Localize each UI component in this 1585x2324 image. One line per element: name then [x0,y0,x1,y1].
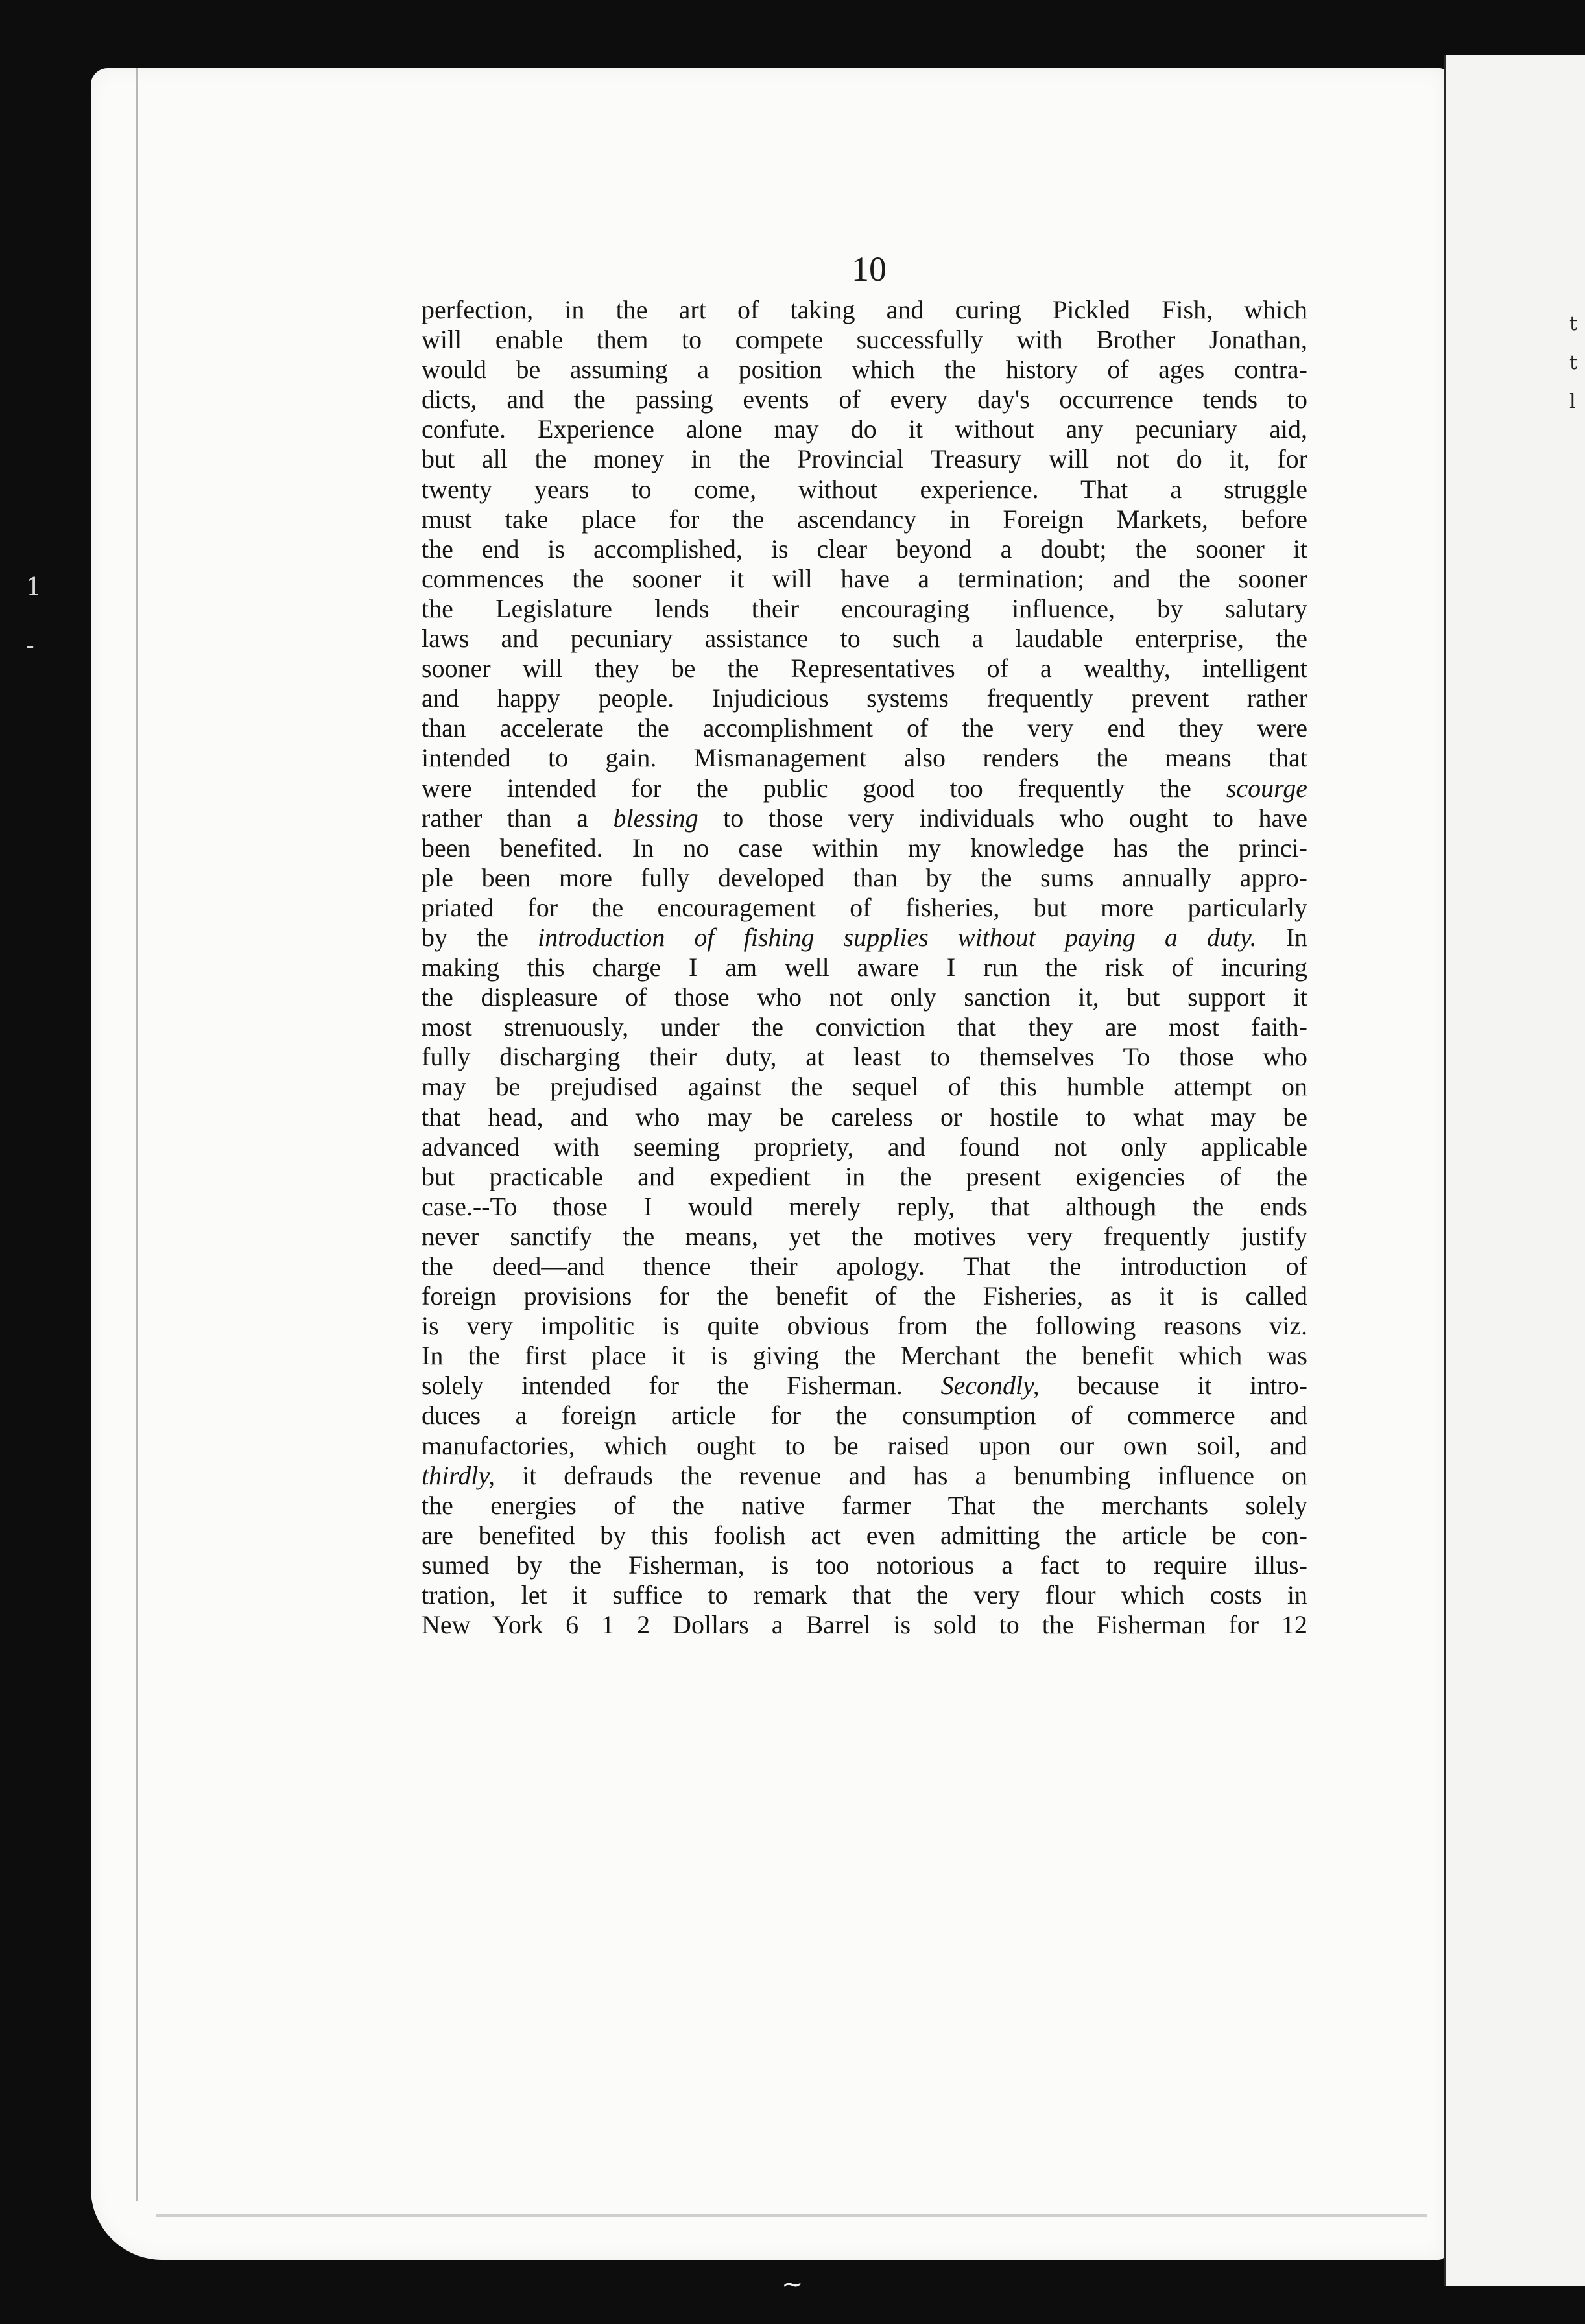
text-line [422,1401,1307,1430]
text-run: been benefited. In no case within my knowledge has the princi- [422,833,1307,862]
left-margin-marks [26,558,65,726]
italic-text: Secondly, [940,1371,1040,1401]
text-line [422,654,1307,683]
text-line [422,1610,1307,1640]
text-run: confute. Experience alone may do it without any pecuniary aid, [422,414,1307,444]
text-run: the end is accomplished, is clear beyond a doubt; the sooner it [422,534,1307,563]
text-run: laws and pecuniary assistance to such a laudable enterprise, the [422,624,1307,654]
text-run: case.--To those I would merely reply, that although the ends [422,1191,1307,1221]
text-run: sooner will they be the Representatives of a wealthy, intelligent [422,654,1307,683]
text-run: never sanctify the means, yet the motives very frequently justify [422,1221,1307,1251]
text-line [422,325,1307,355]
text-run: ple been more fully developed than by the sums annually appro- [422,862,1307,892]
left-margin-mark: 1 [26,573,42,601]
text-line [422,713,1307,743]
text-run: intended to gain. Mismanagement also renders the means that [422,743,1307,773]
italic-text: blessing [613,803,698,833]
text-line [422,1580,1307,1610]
text-run: that head, and who may be careless or hostile to what may be [422,1102,1307,1132]
text-line [422,534,1307,564]
text-run: is very impolitic is quite obvious from the following reasons viz. [422,1311,1307,1341]
text-line [422,982,1307,1012]
text-run: sumed by the Fisherman, is too notorious a fact to require illus- [422,1550,1307,1580]
text-run: solely intended for the Fisherman. [422,1371,941,1401]
text-run: rather than a [422,803,614,833]
text-line [422,594,1307,624]
text-run: the displeasure of those who not only sanction it, but support it [422,982,1307,1012]
italic-text: scourge [1226,773,1307,803]
text-line [422,1162,1307,1192]
text-line [422,1311,1307,1341]
text-run: the energies of the native farmer That the merchants solely [422,1490,1307,1520]
text-line [422,803,1307,833]
bottom-margin-mark: ~ [781,2270,804,2299]
text-line [422,1251,1307,1281]
text-run: but practicable and expedient in the present exigencies of the [422,1161,1307,1191]
text-line [422,414,1307,444]
text-line [422,893,1307,923]
text-run: most strenuously, under the conviction that they are most faith- [422,1012,1307,1042]
text-line [422,504,1307,534]
text-line [422,564,1307,594]
text-line [422,1550,1307,1580]
text-run: twenty years to come, without experience. That a struggle [422,474,1307,504]
text-run: were intended for the public good too frequently the [422,773,1226,803]
text-line [422,1521,1307,1550]
left-margin-mark: - [26,631,34,659]
page-fold-edge [91,68,138,2201]
text-run: and happy people. Injudicious systems frequently prevent rather [422,683,1307,713]
text-line [422,444,1307,474]
text-line [422,1461,1307,1491]
text-run: are benefited by this foolish act even admitting the article be con- [422,1520,1307,1550]
facing-page-letter: t [1569,351,1578,374]
text-line [422,833,1307,863]
text-line [422,743,1307,773]
text-run: but all the money in the Provincial Treasury will not do it, for [422,444,1307,474]
text-run: fully discharging their duty, at least to themselves To those who [422,1042,1307,1072]
text-run: to those very individuals who ought to have [698,803,1307,833]
text-run: In [1256,922,1307,952]
text-run: the deed—and thence their apology. That the introduction of [422,1251,1307,1281]
italic-text: introduction of fishing supplies without paying a duty. [538,922,1257,952]
text-line [422,475,1307,504]
facing-page-letter: t [1569,313,1578,335]
text-run: the Legislature lends their encouraging influence, by salutary [422,593,1307,623]
facing-page-strip [1446,55,1585,2286]
text-run: must take place for the ascendancy in Foreign Markets, before [422,504,1307,534]
text-run: than accelerate the accomplishment of the very end they were [422,713,1307,743]
text-line [422,1192,1307,1222]
text-line [422,385,1307,414]
text-run: In the first place it is giving the Merchant the benefit which was [422,1341,1307,1371]
text-line [422,1102,1307,1132]
text-run: will enable them to compete successfully with Brother Jonathan, [422,325,1307,355]
text-line [422,1431,1307,1461]
text-run: making this charge I am well aware I run the risk of incuring [422,953,1307,982]
text-line [422,683,1307,713]
text-line [422,1222,1307,1251]
text-run: manufactories, which ought to be raised upon our own soil, and [422,1430,1307,1460]
text-run: priated for the encouragement of fisheries, but more particularly [422,892,1307,922]
text-line [422,774,1307,803]
facing-page-letters [1569,305,1582,421]
text-line [422,1132,1307,1162]
facing-page-letter: l [1569,390,1576,413]
text-line [422,295,1307,325]
text-run: dicts, and the passing events of every day's occurrence tends to [422,385,1307,414]
text-run: commences the sooner it will have a termination; and the sooner [422,563,1307,593]
text-line [422,923,1307,953]
text-run: would be assuming a position which the history of ages contra- [422,355,1307,385]
text-run: foreign provisions for the benefit of the Fisheries, as it is called [422,1281,1307,1311]
page-number: 10 [852,250,887,289]
italic-text: thirdly, [422,1460,495,1490]
text-line [422,1281,1307,1311]
text-run: may be prejudised against the sequel of this humble attempt on [422,1072,1307,1102]
page-bottom-edge [156,2214,1427,2217]
text-run: perfection, in the art of taking and curing Pickled Fish, which [422,295,1307,324]
text-run: by the [422,922,538,952]
text-line [422,1012,1307,1042]
text-line [422,863,1307,893]
text-run: New York 6 1 2 Dollars a Barrel is sold to the Fisherman for 12 [422,1610,1307,1640]
body-text [422,295,1307,1640]
text-run: advanced with seeming propriety, and found not only applicable [422,1132,1307,1161]
text-run: tration, let it suffice to remark that the very flour which costs in [422,1580,1307,1610]
text-run: it defrauds the revenue and has a benumbing influence on [494,1460,1307,1490]
text-run: because it intro- [1039,1371,1307,1401]
text-line [422,624,1307,654]
text-line [422,1371,1307,1401]
text-line [422,1042,1307,1072]
text-line [422,1341,1307,1371]
text-line [422,1072,1307,1102]
text-line [422,953,1307,982]
text-run: duces a foreign article for the consumption of commerce and [422,1401,1307,1430]
text-line [422,355,1307,385]
text-line [422,1491,1307,1521]
